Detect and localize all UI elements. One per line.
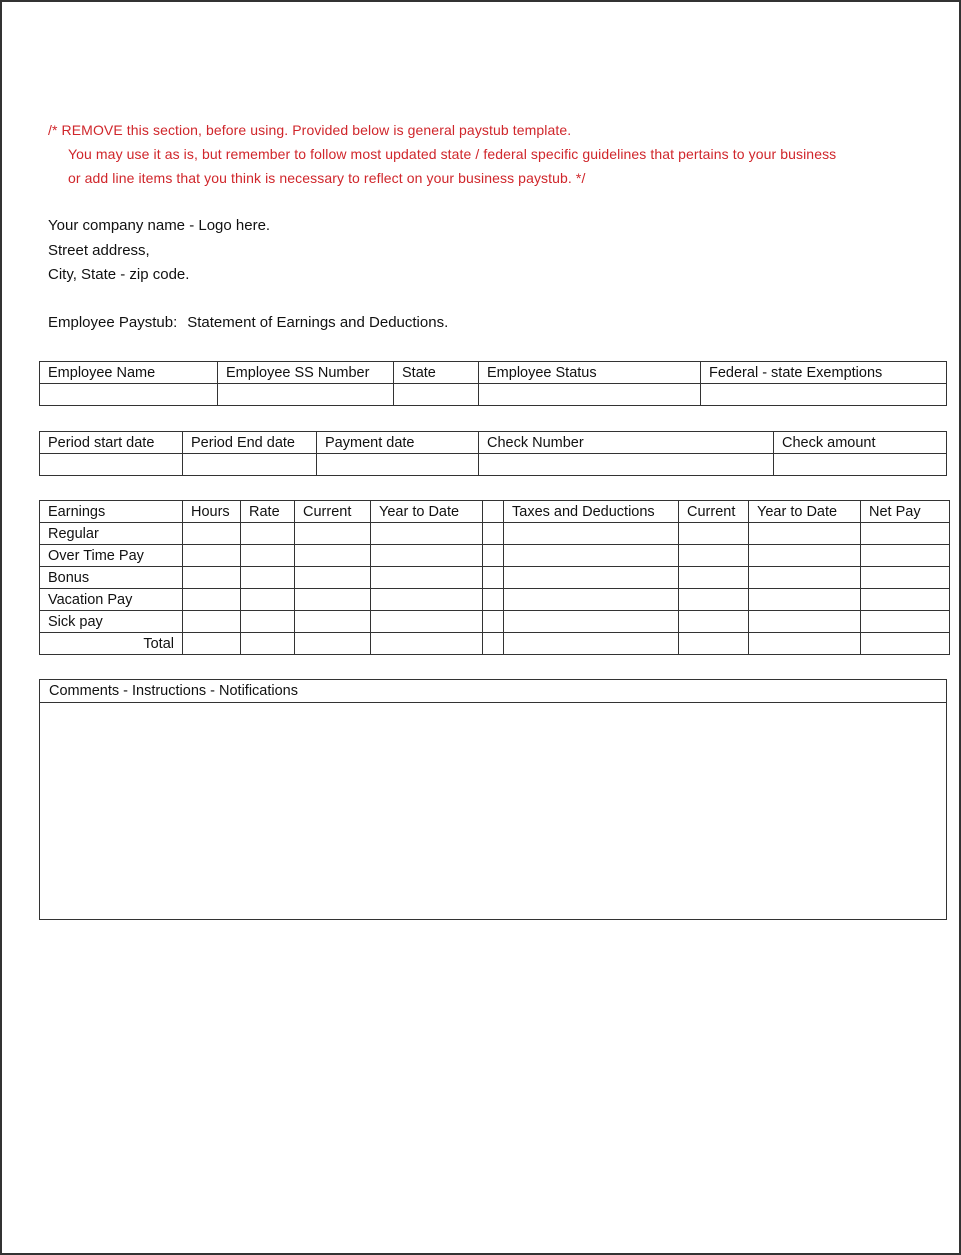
template-instruction-note <box>48 118 836 190</box>
earnings-row-regular <box>40 523 950 545</box>
table-cell[interactable] <box>295 523 371 545</box>
header-state: State <box>394 362 479 384</box>
table-cell[interactable] <box>504 589 679 611</box>
note-line-3: or add line items that you think is necessary to reflect on your business paystub. */ <box>68 170 586 186</box>
heading-title: Statement of Earnings and Deductions. <box>187 314 449 331</box>
row-label-sick: Sick pay <box>40 611 183 633</box>
table-cell[interactable] <box>183 611 241 633</box>
table-cell[interactable] <box>241 567 295 589</box>
table-cell[interactable] <box>241 611 295 633</box>
employee-name-cell[interactable] <box>40 384 218 406</box>
comments-area[interactable] <box>40 703 946 919</box>
state-cell[interactable] <box>394 384 479 406</box>
table-cell[interactable] <box>183 545 241 567</box>
table-cell[interactable] <box>295 589 371 611</box>
company-street: Street address, <box>48 241 150 259</box>
table-cell[interactable] <box>295 633 371 655</box>
company-city: City, State - zip code. <box>48 266 190 283</box>
period-header-row <box>40 432 947 454</box>
period-end-cell[interactable] <box>183 454 317 476</box>
table-cell[interactable] <box>504 545 679 567</box>
table-cell[interactable] <box>504 633 679 655</box>
table-cell[interactable] <box>183 589 241 611</box>
table-cell[interactable] <box>679 589 749 611</box>
employee-header-row <box>40 362 947 384</box>
earnings-row-overtime <box>40 545 950 567</box>
earnings-row-total <box>40 633 950 655</box>
table-cell[interactable] <box>861 523 950 545</box>
table-cell[interactable] <box>371 545 483 567</box>
table-cell[interactable] <box>183 523 241 545</box>
table-cell[interactable] <box>371 633 483 655</box>
header-deductions-current: Current <box>679 501 749 523</box>
table-cell[interactable] <box>749 523 861 545</box>
table-cell[interactable] <box>483 523 504 545</box>
company-info <box>48 214 270 288</box>
table-cell[interactable] <box>483 589 504 611</box>
check-amount-cell[interactable] <box>774 454 947 476</box>
table-cell[interactable] <box>861 545 950 567</box>
earnings-row-vacation <box>40 589 950 611</box>
table-cell[interactable] <box>749 633 861 655</box>
table-cell[interactable] <box>679 545 749 567</box>
table-cell[interactable] <box>483 545 504 567</box>
header-exemptions: Federal - state Exemptions <box>701 362 947 384</box>
header-employee-name: Employee Name <box>40 362 218 384</box>
row-label-vacation: Vacation Pay <box>40 589 183 611</box>
check-number-cell[interactable] <box>479 454 774 476</box>
header-check-number: Check Number <box>479 432 774 454</box>
employee-ss-number-cell[interactable] <box>218 384 394 406</box>
table-cell[interactable] <box>295 567 371 589</box>
table-cell[interactable] <box>679 523 749 545</box>
payment-date-cell[interactable] <box>317 454 479 476</box>
table-cell[interactable] <box>749 545 861 567</box>
table-cell[interactable] <box>371 567 483 589</box>
comments-title: Comments - Instructions - Notifications <box>40 680 946 703</box>
table-cell[interactable] <box>241 589 295 611</box>
paystub-heading <box>48 312 448 334</box>
note-line-2: You may use it as is, but remember to follow most updated state / federal specific guidelines that pertains to your business <box>68 146 837 162</box>
table-cell[interactable] <box>679 633 749 655</box>
header-period-end: Period End date <box>183 432 317 454</box>
header-current: Current <box>295 501 371 523</box>
row-label-total: Total <box>40 633 183 655</box>
table-cell[interactable] <box>183 567 241 589</box>
row-label-bonus: Bonus <box>40 567 183 589</box>
employee-value-row <box>40 384 947 406</box>
header-hours: Hours <box>183 501 241 523</box>
table-cell[interactable] <box>371 611 483 633</box>
company-name: Your company name - Logo here. <box>48 217 271 234</box>
table-cell[interactable] <box>295 545 371 567</box>
table-cell[interactable] <box>241 633 295 655</box>
header-employee-status: Employee Status <box>479 362 701 384</box>
employee-info-table <box>39 361 947 406</box>
table-cell[interactable] <box>504 611 679 633</box>
header-rate: Rate <box>241 501 295 523</box>
table-cell[interactable] <box>679 611 749 633</box>
header-check-amount: Check amount <box>774 432 947 454</box>
header-employee-ss-number: Employee SS Number <box>218 362 394 384</box>
header-year-to-date: Year to Date <box>371 501 483 523</box>
exemptions-cell[interactable] <box>701 384 947 406</box>
table-cell[interactable] <box>504 567 679 589</box>
table-cell[interactable] <box>749 567 861 589</box>
table-cell[interactable] <box>371 523 483 545</box>
pay-period-table <box>39 431 947 476</box>
header-spacer <box>483 501 504 523</box>
row-label-overtime: Over Time Pay <box>40 545 183 567</box>
table-cell[interactable] <box>504 523 679 545</box>
comments-box <box>39 679 947 920</box>
table-cell[interactable] <box>679 567 749 589</box>
earnings-row-sick <box>40 611 950 633</box>
employee-status-cell[interactable] <box>479 384 701 406</box>
table-cell[interactable] <box>749 611 861 633</box>
earnings-row-bonus <box>40 567 950 589</box>
note-line-1: /* REMOVE this section, before using. Provided below is general paystub template. <box>48 122 572 138</box>
earnings-deductions-table <box>39 500 950 655</box>
table-cell[interactable] <box>861 589 950 611</box>
table-cell[interactable] <box>861 611 950 633</box>
header-taxes-deductions: Taxes and Deductions <box>504 501 679 523</box>
table-cell[interactable] <box>483 567 504 589</box>
table-cell[interactable] <box>183 633 241 655</box>
row-label-regular: Regular <box>40 523 183 545</box>
table-cell[interactable] <box>861 567 950 589</box>
period-value-row <box>40 454 947 476</box>
table-cell[interactable] <box>241 545 295 567</box>
table-cell[interactable] <box>241 523 295 545</box>
heading-label: Employee Paystub: <box>48 314 178 331</box>
header-payment-date: Payment date <box>317 432 479 454</box>
table-cell[interactable] <box>483 611 504 633</box>
header-period-start: Period start date <box>40 432 183 454</box>
table-cell[interactable] <box>295 611 371 633</box>
table-cell[interactable] <box>749 589 861 611</box>
header-earnings: Earnings <box>40 501 183 523</box>
period-start-cell[interactable] <box>40 454 183 476</box>
header-deductions-year-to-date: Year to Date <box>749 501 861 523</box>
table-cell[interactable] <box>371 589 483 611</box>
earnings-header-row <box>40 501 950 523</box>
table-cell[interactable] <box>483 633 504 655</box>
header-net-pay: Net Pay <box>861 501 950 523</box>
table-cell[interactable] <box>861 633 950 655</box>
